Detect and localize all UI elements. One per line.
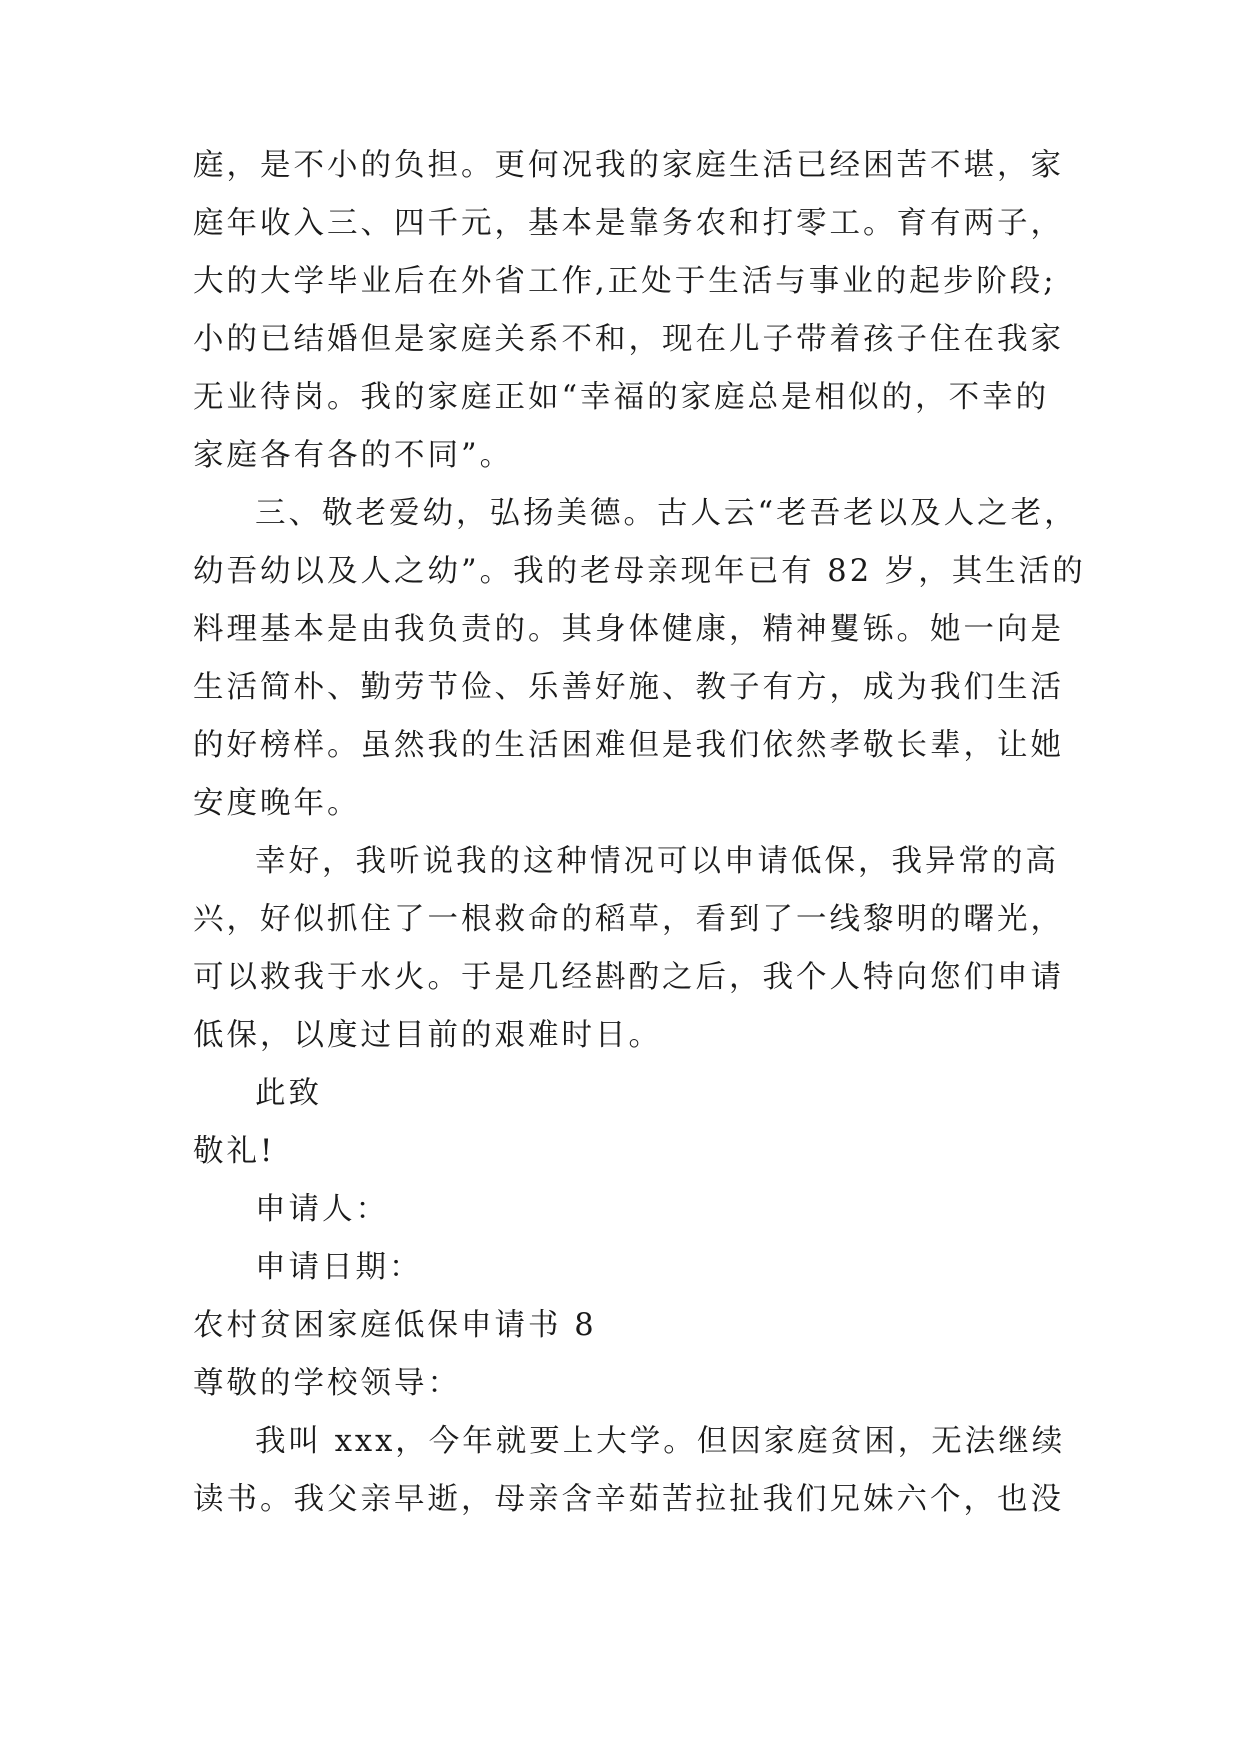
text-line: 无业待岗。我的家庭正如“幸福的家庭总是相似的，不幸的	[193, 380, 1050, 415]
text-line: 安度晚年。	[193, 786, 361, 821]
application-date-label: 申请日期：	[255, 1250, 423, 1285]
text-line: 读书。我父亲早逝，母亲含辛茹苦拉扯我们兄妹六个，也没	[193, 1482, 1064, 1517]
text-line: 生活简朴、勤劳节俭、乐善好施、教子有方，成为我们生活	[193, 670, 1064, 705]
section-title: 农村贫困家庭低保申请书 8	[193, 1308, 597, 1343]
closing-salutation: 此致	[255, 1076, 322, 1111]
text-line: 的好榜样。虽然我的生活困难但是我们依然孝敬长辈，让她	[193, 728, 1064, 763]
text-line: 三、敬老爱幼，弘扬美德。古人云“老吾老以及人之老，	[255, 496, 1078, 531]
applicant-label: 申请人：	[255, 1192, 389, 1227]
text-line: 料理基本是由我负责的。其身体健康，精神矍铄。她一向是	[193, 612, 1064, 647]
text-line: 庭年收入三、四千元，基本是靠务农和打零工。育有两子，	[193, 206, 1064, 241]
text-line: 兴，好似抓住了一根救命的稻草，看到了一线黎明的曙光，	[193, 902, 1064, 937]
text-line: 家庭各有各的不同”。	[193, 438, 514, 473]
text-line: 我叫 xxx，今年就要上大学。但因家庭贫困，无法继续	[255, 1424, 1066, 1459]
letter-greeting: 尊敬的学校领导：	[193, 1366, 461, 1401]
text-line: 大的大学毕业后在外省工作,正处于生活与事业的起步阶段;	[193, 264, 1057, 299]
text-line: 可以救我于水火。于是几经斟酌之后，我个人特向您们申请	[193, 960, 1064, 995]
text-line: 幸好，我听说我的这种情况可以申请低保，我异常的高	[255, 844, 1059, 879]
text-line: 低保，以度过目前的艰难时日。	[193, 1018, 662, 1053]
text-line: 幼吾幼以及人之幼”。我的老母亲现年已有 82 岁，其生活的	[193, 554, 1086, 589]
text-line: 庭，是不小的负担。更何况我的家庭生活已经困苦不堪，家	[193, 148, 1064, 183]
text-line: 小的已结婚但是家庭关系不和，现在儿子带着孩子住在我家	[193, 322, 1064, 357]
closing-respect: 敬礼!	[193, 1134, 276, 1169]
